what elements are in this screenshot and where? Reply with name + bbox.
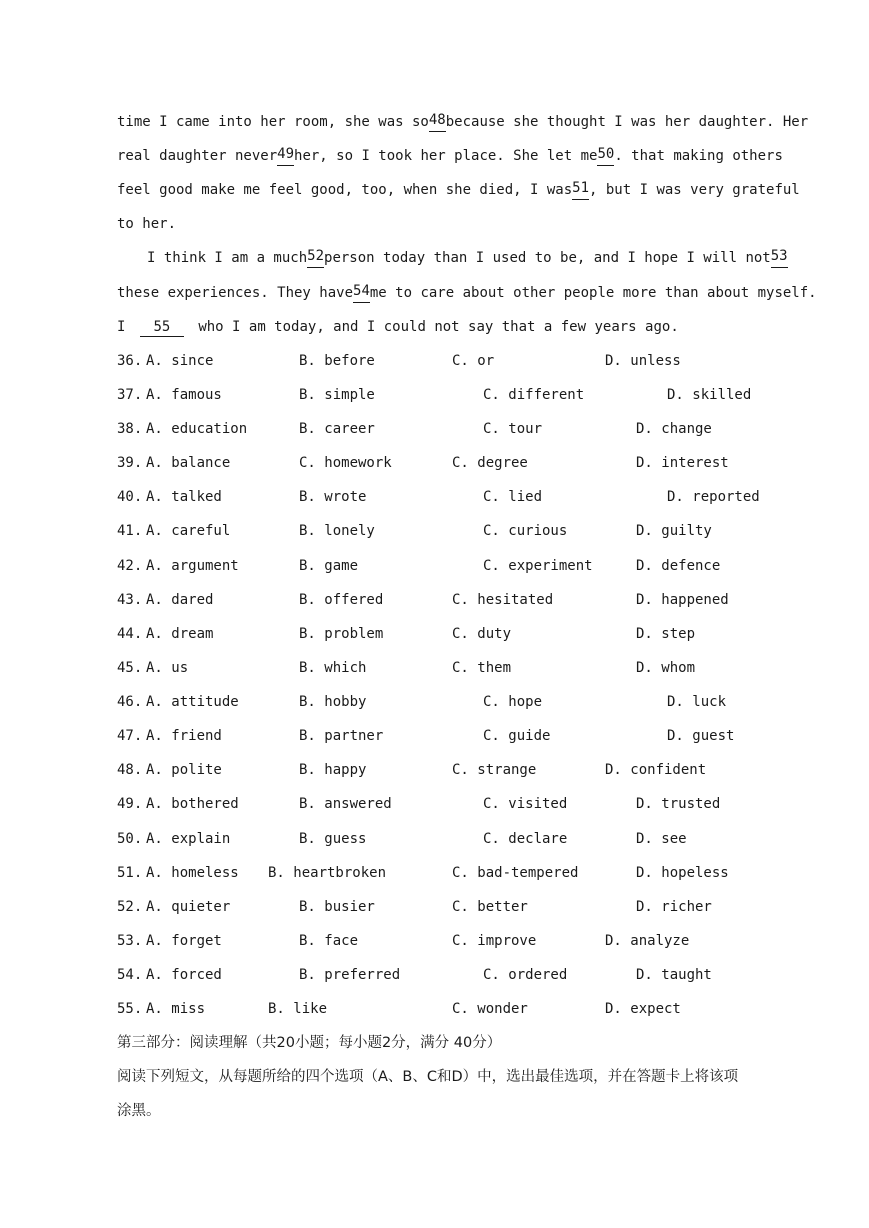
- option-a: A. forced: [146, 967, 222, 983]
- option-c: C. curious: [483, 523, 568, 539]
- passage-text: I: [117, 319, 126, 335]
- question-number: 53.: [117, 933, 143, 949]
- option-b: B. problem: [299, 626, 384, 642]
- blank-48: 48: [429, 112, 446, 132]
- option-d: D. guest: [667, 728, 735, 744]
- question-number: 48.: [117, 762, 143, 778]
- question-number: 36.: [117, 353, 143, 369]
- option-d: D. interest: [636, 455, 729, 471]
- option-b: B. career: [299, 421, 375, 437]
- option-c: C. visited: [483, 796, 568, 812]
- option-a: A. balance: [146, 455, 231, 471]
- passage-line-6: [117, 283, 817, 303]
- question-number: 54.: [117, 967, 143, 983]
- passage-text: to her.: [117, 216, 177, 232]
- option-d: D. happened: [636, 592, 729, 608]
- option-b: B. offered: [299, 592, 384, 608]
- option-a: A. attitude: [146, 694, 239, 710]
- passage-line-1: [117, 112, 809, 132]
- passage-line-2: [117, 146, 783, 166]
- blank-51: 51: [572, 180, 589, 200]
- option-a: A. careful: [146, 523, 231, 539]
- blank-55: 55: [140, 319, 184, 337]
- option-d: D. skilled: [667, 387, 752, 403]
- blank-50: 50: [597, 146, 614, 166]
- passage-text: these experiences. They have: [117, 285, 354, 301]
- blank-52: 52: [307, 248, 324, 268]
- option-a: A. polite: [146, 762, 222, 778]
- option-d: D. defence: [636, 558, 721, 574]
- option-a: A. famous: [146, 387, 222, 403]
- question-number: 41.: [117, 523, 143, 539]
- question-number: 39.: [117, 455, 143, 471]
- option-d: D. hopeless: [636, 865, 729, 881]
- option-a: A. argument: [146, 558, 239, 574]
- option-a: A. homeless: [146, 865, 239, 881]
- passage-text: I think I am a much: [147, 250, 308, 266]
- option-b: B. heartbroken: [268, 865, 387, 881]
- option-d: D. richer: [636, 899, 712, 915]
- option-a: A. since: [146, 353, 214, 369]
- option-b: B. face: [299, 933, 359, 949]
- question-number: 46.: [117, 694, 143, 710]
- option-c: C. guide: [483, 728, 551, 744]
- option-b: B. partner: [299, 728, 384, 744]
- option-d: D. confident: [605, 762, 707, 778]
- question-number: 50.: [117, 831, 143, 847]
- passage-text: real daughter never: [117, 148, 278, 164]
- passage-text: because she thought I was her daughter. Her: [445, 114, 809, 130]
- option-a: A. dared: [146, 592, 214, 608]
- option-b: B. game: [299, 558, 359, 574]
- option-c: C. declare: [483, 831, 568, 847]
- option-c: C. hope: [483, 694, 543, 710]
- option-c: C. tour: [483, 421, 543, 437]
- option-c: C. improve: [452, 933, 537, 949]
- blank-54: 54: [353, 283, 370, 303]
- passage-text: her, so I took her place. She let me: [294, 148, 598, 164]
- passage-text: feel good make me feel good, too, when she died, I was: [117, 182, 573, 198]
- passage-text: me to care about other people more than about myself.: [369, 285, 817, 301]
- passage-text: person today than I used to be, and I hope I will not: [324, 250, 771, 266]
- option-b: C. homework: [299, 455, 392, 471]
- option-c: C. or: [452, 353, 495, 369]
- option-c: C. strange: [452, 762, 537, 778]
- question-number: 43.: [117, 592, 143, 608]
- option-a: A. forget: [146, 933, 222, 949]
- option-d: D. trusted: [636, 796, 721, 812]
- option-d: D. see: [636, 831, 687, 847]
- option-c: C. bad-tempered: [452, 865, 579, 881]
- question-number: 49.: [117, 796, 143, 812]
- blank-53: 53: [771, 248, 788, 268]
- question-number: 44.: [117, 626, 143, 642]
- option-c: C. ordered: [483, 967, 568, 983]
- option-c: C. better: [452, 899, 528, 915]
- option-a: A. friend: [146, 728, 222, 744]
- option-b: B. preferred: [299, 967, 401, 983]
- option-b: B. simple: [299, 387, 375, 403]
- section-instruction-cont: 涂黑。: [117, 1103, 161, 1119]
- passage-text: time I came into her room, she was so: [117, 114, 429, 130]
- option-b: B. like: [268, 1001, 328, 1017]
- question-number: 47.: [117, 728, 143, 744]
- option-b: B. wrote: [299, 489, 367, 505]
- option-b: B. guess: [299, 831, 367, 847]
- passage-text: who I am today, and I could not say that a few years ago.: [198, 319, 679, 335]
- option-c: C. experiment: [483, 558, 593, 574]
- question-number: 55.: [117, 1001, 143, 1017]
- option-c: C. wonder: [452, 1001, 528, 1017]
- option-a: A. miss: [146, 1001, 206, 1017]
- question-number: 51.: [117, 865, 143, 881]
- option-a: A. dream: [146, 626, 214, 642]
- passage-text: , but I was very grateful: [589, 182, 800, 198]
- option-d: D. guilty: [636, 523, 712, 539]
- option-d: D. whom: [636, 660, 696, 676]
- option-a: A. quieter: [146, 899, 231, 915]
- question-number: 52.: [117, 899, 143, 915]
- passage-line-3: [117, 180, 800, 200]
- option-c: C. them: [452, 660, 512, 676]
- option-a: A. education: [146, 421, 248, 437]
- option-d: D. change: [636, 421, 712, 437]
- option-d: D. luck: [667, 694, 727, 710]
- passage-text: . that making others: [614, 148, 783, 164]
- question-number: 42.: [117, 558, 143, 574]
- option-b: B. before: [299, 353, 375, 369]
- question-number: 40.: [117, 489, 143, 505]
- option-d: D. reported: [667, 489, 760, 505]
- option-d: D. expect: [605, 1001, 681, 1017]
- option-a: A. talked: [146, 489, 222, 505]
- option-d: D. analyze: [605, 933, 690, 949]
- passage-line-4: [117, 214, 762, 234]
- blank-49: 49: [277, 146, 294, 166]
- option-b: B. answered: [299, 796, 392, 812]
- option-c: C. different: [483, 387, 585, 403]
- option-b: B. happy: [299, 762, 367, 778]
- option-d: D. taught: [636, 967, 712, 983]
- question-number: 37.: [117, 387, 143, 403]
- passage-line-5: [147, 248, 788, 268]
- option-c: C. hesitated: [452, 592, 554, 608]
- passage-line-7: [117, 317, 762, 337]
- option-d: D. unless: [605, 353, 681, 369]
- option-b: B. busier: [299, 899, 375, 915]
- question-number: 45.: [117, 660, 143, 676]
- option-b: B. lonely: [299, 523, 375, 539]
- option-a: A. bothered: [146, 796, 239, 812]
- question-number: 38.: [117, 421, 143, 437]
- option-c: C. degree: [452, 455, 528, 471]
- option-b: B. hobby: [299, 694, 367, 710]
- option-b: B. which: [299, 660, 367, 676]
- option-c: C. duty: [452, 626, 512, 642]
- option-a: A. us: [146, 660, 189, 676]
- section-heading: 第三部分：阅读理解（共20小题；每小题2分，满分 40分）: [117, 1035, 502, 1051]
- section-instruction: 阅读下列短文，从每题所给的四个选项（A、B、C和D）中，选出最佳选项，并在答题卡上将该项: [117, 1069, 739, 1085]
- option-c: C. lied: [483, 489, 543, 505]
- option-a: A. explain: [146, 831, 231, 847]
- option-d: D. step: [636, 626, 696, 642]
